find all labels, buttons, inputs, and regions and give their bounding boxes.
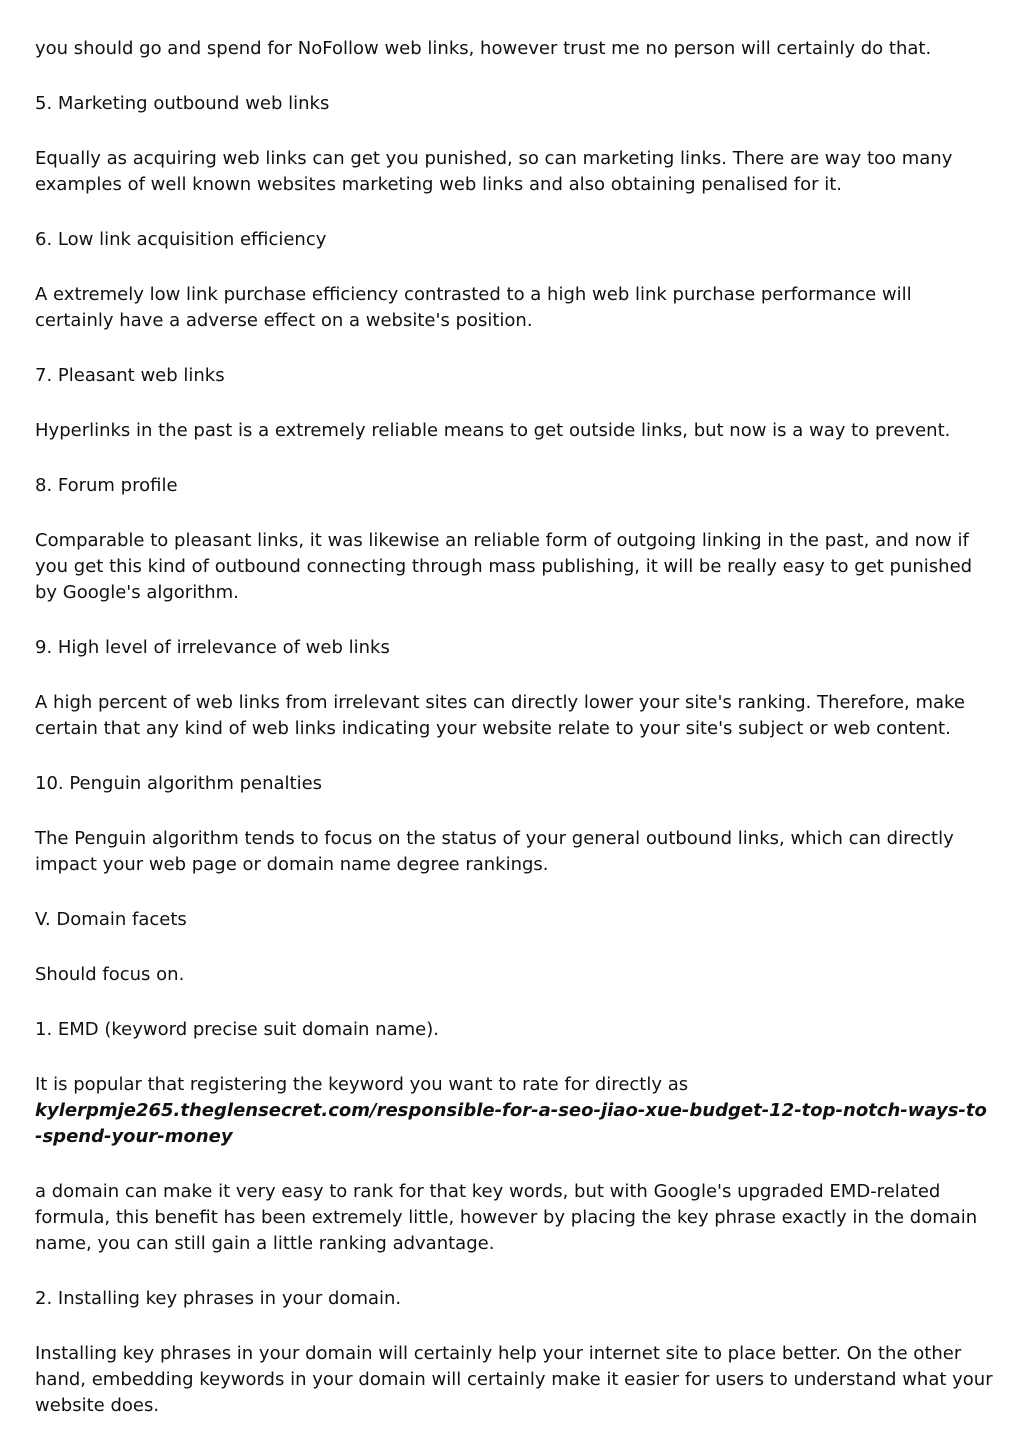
- domain-link[interactable]: kylerpmje265.theglensecret.com/responsible-for-a-seo-jiao-xue-budget-12-top-notch-ways-to-spend-your-money: [35, 1100, 987, 1147]
- heading-forum-profile: 8. Forum profile: [35, 475, 178, 496]
- paragraph-nofollow: you should go and spend for NoFollow web links, however trust me no person will certainly do that.: [35, 38, 932, 59]
- paragraph-emd-benefit: a domain can make it very easy to rank for that key words, but with Google's upgraded EMD-related formula, this benefit has been extremely little, however by placing the key phrase exactly in the domain name, you can still gain a little ranking advantage.: [35, 1181, 978, 1254]
- paragraph-forum-profile: Comparable to pleasant links, it was likewise an reliable form of outgoing linking in the past, and now if you get this kind of outbound connecting through mass publishing, it will be really easy to get punished by Google's algorithm.: [35, 530, 973, 603]
- heading-installing-key-phrases: 2. Installing key phrases in your domain.: [35, 1288, 402, 1309]
- heading-marketing-outbound-links: 5. Marketing outbound web links: [35, 93, 330, 114]
- heading-penguin-penalties: 10. Penguin algorithm penalties: [35, 773, 323, 794]
- heading-emd: 1. EMD (keyword precise suit domain name).: [35, 1019, 439, 1040]
- paragraph-marketing-links: Equally as acquiring web links can get you punished, so can marketing links. There are way too many examples of well known websites marketing web links and also obtaining penalised for it.: [35, 148, 953, 195]
- heading-low-link-acquisition: 6. Low link acquisition efficiency: [35, 229, 327, 250]
- paragraph-should-focus: Should focus on.: [35, 964, 185, 985]
- paragraph-link-purchase-efficiency: A extremely low link purchase efficiency contrasted to a high web link purchase performance will certainly have a adverse effect on a website's position.: [35, 284, 912, 331]
- heading-pleasant-web-links: 7. Pleasant web links: [35, 365, 225, 386]
- paragraph-installing-key-phrases: Installing key phrases in your domain will certainly help your internet site to place better. On the other hand, embedding keywords in your domain will certainly make it easier for users to understand what your website does.: [35, 1343, 993, 1416]
- document-body: [35, 36, 993, 1448]
- paragraph-penguin: The Penguin algorithm tends to focus on the status of your general outbound links, which can directly impact your web page or domain name degree rankings.: [35, 828, 954, 875]
- paragraph-emd-intro: It is popular that registering the keyword you want to rate for directly as: [35, 1074, 689, 1095]
- paragraph-irrelevance: A high percent of web links from irrelevant sites can directly lower your site's ranking. Therefore, make certain that any kind of web links indicating your website relate to your site's subject or web content.: [35, 692, 965, 739]
- heading-irrelevance: 9. High level of irrelevance of web links: [35, 637, 390, 658]
- heading-domain-facets: V. Domain facets: [35, 909, 187, 930]
- paragraph-hyperlinks-past: Hyperlinks in the past is a extremely reliable means to get outside links, but now is a way to prevent.: [35, 420, 951, 441]
